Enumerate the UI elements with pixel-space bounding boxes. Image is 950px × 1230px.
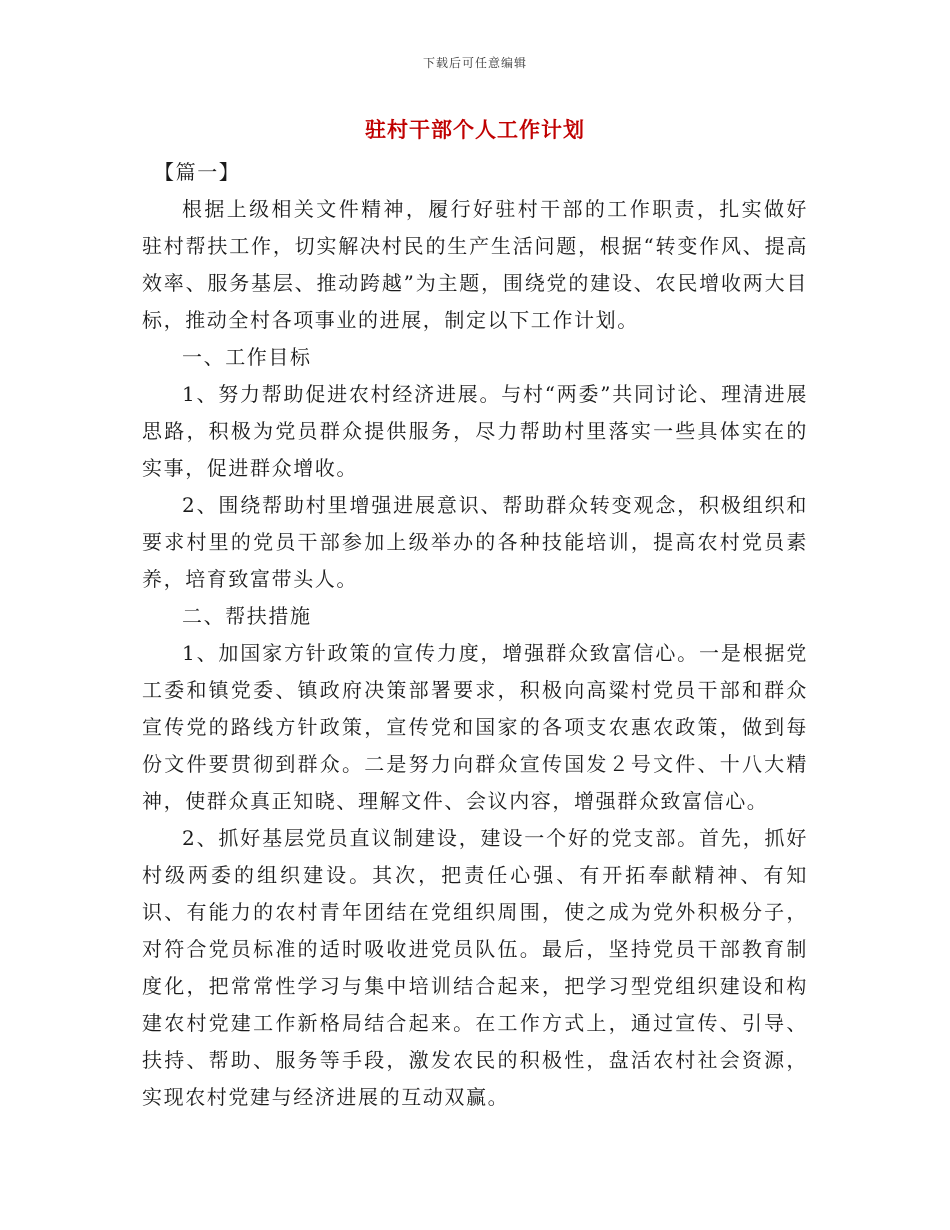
- section-marker: 【篇一】: [154, 160, 241, 184]
- heading-support-measures: 二、帮扶措施: [182, 604, 312, 628]
- heading-work-goals: 一、工作目标: [182, 345, 312, 369]
- page-header-note: 下载后可任意编辑: [422, 56, 527, 70]
- goal-paragraph-2: 2、围绕帮助村里增强进展意识、帮助群众转变观念，积极组织和要求村里的党员干部参加上级举办的各种技能培训，提高农村党员素养，培育致富带头人。: [142, 493, 808, 591]
- intro-paragraph: 根据上级相关文件精神，履行好驻村干部的工作职责，扎实做好驻村帮扶工作，切实解决村民的生产生活问题，根据“转变作风、提高效率、服务基层、推动跨越”为主题，围绕党的建设、农民增收两大目标，推动全村各项事业的进展，制定以下工作计划。: [142, 197, 808, 332]
- measure-paragraph-2: 2、抓好基层党员直议制建设，建设一个好的党支部。首先，抓好村级两委的组织建设。其次，把责任心强、有开拓奉献精神、有知识、有能力的农村青年团结在党组织周围，使之成为党外积极分子，对符合党员标准的适时吸收进党员队伍。最后，坚持党员干部教育制度化，把常常性学习与集中培训结合起来，把学习型党组织建设和构建农村党建工作新格局结合起来。在工作方式上，通过宣传、引导、扶持、帮助、服务等手段，激发农民的积极性，盘活农村社会资源，实现农村党建与经济进展的互动双赢。: [142, 826, 808, 1109]
- document-title: 驻村干部个人工作计划: [365, 117, 585, 142]
- measure-paragraph-1: 1、加国家方针政策的宣传力度，增强群众致富信心。一是根据党工委和镇党委、镇政府决策部署要求，积极向高粱村党员干部和群众宣传党的路线方针政策，宣传党和国家的各项支农惠农政策，做到每份文件要贯彻到群众。二是努力向群众宣传国发２号文件、十八大精神，使群众真正知晓、理解文件、会议内容，增强群众致富信心。: [142, 641, 808, 813]
- goal-paragraph-1: 1、努力帮助促进农村经济进展。与村“两委”共同讨论、理清进展思路，积极为党员群众提供服务，尽力帮助村里落实一些具体实在的实事，促进群众增收。: [142, 382, 808, 480]
- document-body: [142, 154, 808, 1116]
